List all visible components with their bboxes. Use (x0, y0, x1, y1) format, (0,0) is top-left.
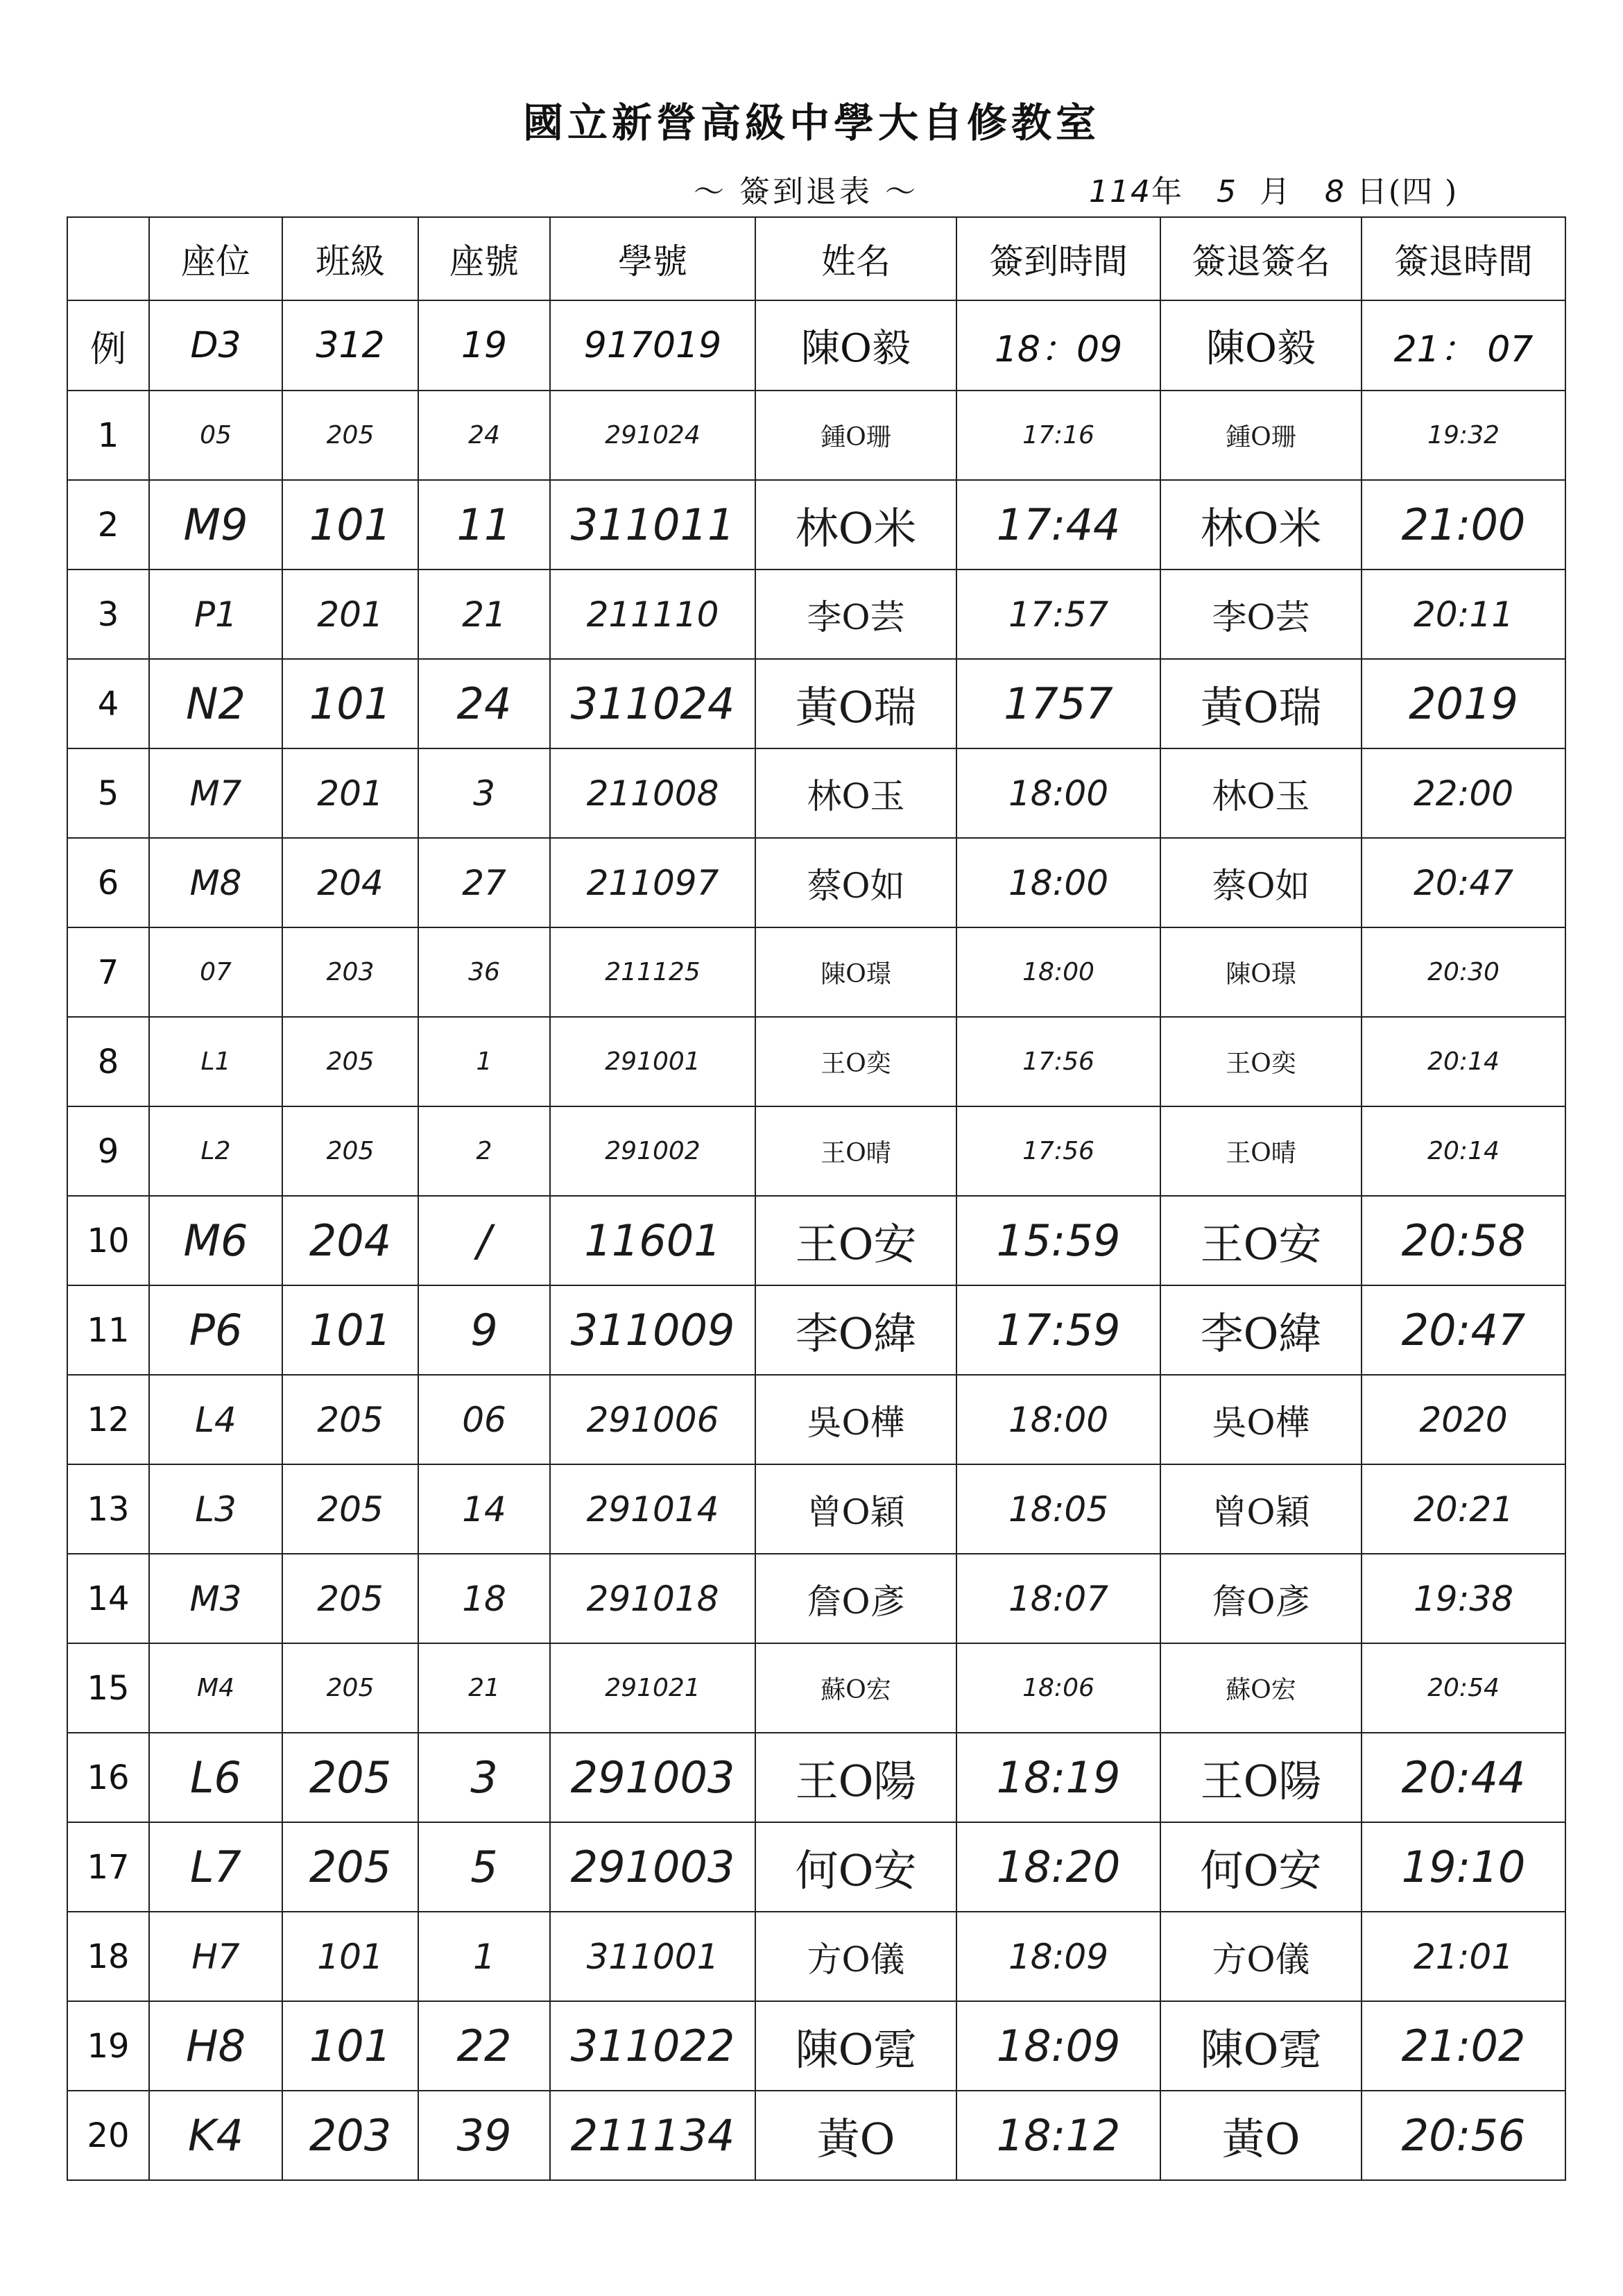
seat-no-cell: 39 (418, 2091, 550, 2180)
sign-out-time-cell: 21:01 (1362, 1912, 1565, 2001)
seat-cell: L1 (149, 1017, 282, 1106)
example-label: 例 (67, 300, 149, 391)
seat-cell: H7 (149, 1912, 282, 2001)
seat-cell: 05 (149, 391, 282, 480)
table-row (67, 1912, 1565, 2001)
seat-cell: M3 (149, 1554, 282, 1643)
row-number: 5 (67, 748, 149, 838)
sign-out-signature-cell: 蔡O如 (1160, 838, 1362, 927)
seat-no-cell: / (418, 1196, 550, 1285)
date-day-suffix: 日 (1356, 174, 1389, 209)
sign-out-signature-cell: 林O米 (1160, 480, 1362, 569)
header-cell-sign-out-signature: 簽退簽名 (1160, 217, 1362, 300)
seat-no-cell: 1 (418, 1912, 550, 2001)
seat-no-cell: 11 (418, 480, 550, 569)
sign-out-time-cell: 20:56 (1362, 2091, 1565, 2180)
class-cell: 205 (282, 1643, 418, 1733)
sign-out-signature-cell: 蘇O宏 (1160, 1643, 1362, 1733)
sign-in-time-cell: 18:09 (956, 1912, 1160, 2001)
student-id-cell: 311011 (550, 480, 755, 569)
table-row (67, 748, 1565, 838)
name-cell: 曾O穎 (755, 1464, 956, 1554)
name-cell: 詹O彥 (755, 1554, 956, 1643)
table-row (67, 1643, 1565, 1733)
class-cell: 101 (282, 659, 418, 748)
name-cell: 王O奕 (755, 1017, 956, 1106)
name-cell: 蘇O宏 (755, 1643, 956, 1733)
class-cell: 101 (282, 2001, 418, 2091)
sign-out-time-cell: 21:02 (1362, 2001, 1565, 2091)
class-cell: 101 (282, 1285, 418, 1375)
sign-out-time-cell: 20:11 (1362, 569, 1565, 659)
row-number: 16 (67, 1733, 149, 1822)
student-id-cell: 291003 (550, 1822, 755, 1912)
sign-in-time-cell: 15:59 (956, 1196, 1160, 1285)
sign-in-time-cell: 17:44 (956, 480, 1160, 569)
table-row (67, 1554, 1565, 1643)
row-number: 1 (67, 391, 149, 480)
sign-in-time-cell: 18:05 (956, 1464, 1160, 1554)
seat-cell: M6 (149, 1196, 282, 1285)
sign-out-time-cell: 20:47 (1362, 838, 1565, 927)
sign-out-signature-cell: 吳O樺 (1160, 1375, 1362, 1464)
example-class: 312 (282, 300, 418, 391)
table-row (67, 1196, 1565, 1285)
table-row (67, 838, 1565, 927)
seat-no-cell: 21 (418, 1643, 550, 1733)
student-id-cell: 291006 (550, 1375, 755, 1464)
student-id-cell: 291021 (550, 1643, 755, 1733)
seat-no-cell: 3 (418, 1733, 550, 1822)
row-number: 4 (67, 659, 149, 748)
sign-in-time-cell: 1757 (956, 659, 1160, 748)
seat-cell: L3 (149, 1464, 282, 1554)
sign-in-time-cell: 17:56 (956, 1106, 1160, 1196)
name-cell: 王O安 (755, 1196, 956, 1285)
class-cell: 205 (282, 1017, 418, 1106)
class-cell: 205 (282, 1106, 418, 1196)
row-number: 13 (67, 1464, 149, 1554)
date-weekday: (四 ) (1388, 174, 1459, 209)
sign-in-time-cell: 18:20 (956, 1822, 1160, 1912)
seat-no-cell: 36 (418, 927, 550, 1017)
class-cell: 205 (282, 391, 418, 480)
name-cell: 鍾O珊 (755, 391, 956, 480)
row-number: 18 (67, 1912, 149, 2001)
sign-in-time-cell: 18:00 (956, 927, 1160, 1017)
row-number: 20 (67, 2091, 149, 2180)
sign-in-time-cell: 17:16 (956, 391, 1160, 480)
sign-out-time-cell: 21:00 (1362, 480, 1565, 569)
seat-no-cell: 2 (418, 1106, 550, 1196)
row-number: 11 (67, 1285, 149, 1375)
sign-in-time-cell: 18:12 (956, 2091, 1160, 2180)
table-row (67, 391, 1565, 480)
sign-in-time-cell: 18:06 (956, 1643, 1160, 1733)
sign-in-time-cell: 18:19 (956, 1733, 1160, 1822)
header-cell-seat: 座位 (149, 217, 282, 300)
sign-out-signature-cell: 李O緯 (1160, 1285, 1362, 1375)
name-cell: 何O安 (755, 1822, 956, 1912)
class-cell: 203 (282, 2091, 418, 2180)
example-seat-no: 19 (418, 300, 550, 391)
row-number: 17 (67, 1822, 149, 1912)
table-row (67, 1822, 1565, 1912)
sign-out-signature-cell: 黃O瑞 (1160, 659, 1362, 748)
date-month: 5 (1216, 174, 1237, 209)
date-year-suffix: 年 (1151, 174, 1183, 209)
table-row (67, 1106, 1565, 1196)
seat-cell: M4 (149, 1643, 282, 1733)
seat-cell: 07 (149, 927, 282, 1017)
page-title: 國立新營高級中學大自修教室 (522, 99, 1100, 146)
sign-out-signature-cell: 王O陽 (1160, 1733, 1362, 1822)
name-cell: 林O玉 (755, 748, 956, 838)
table-header-row (67, 217, 1565, 300)
seat-cell: L6 (149, 1733, 282, 1822)
seat-no-cell: 24 (418, 659, 550, 748)
header-cell-seat-no: 座號 (418, 217, 550, 300)
sign-in-time-cell: 18:00 (956, 1375, 1160, 1464)
seat-no-cell: 27 (418, 838, 550, 927)
student-id-cell: 11601 (550, 1196, 755, 1285)
row-number: 8 (67, 1017, 149, 1106)
student-id-cell: 211125 (550, 927, 755, 1017)
sign-out-time-cell: 20:47 (1362, 1285, 1565, 1375)
date-month-suffix: 月 (1259, 174, 1291, 209)
student-id-cell: 291014 (550, 1464, 755, 1554)
seat-no-cell: 06 (418, 1375, 550, 1464)
row-number: 12 (67, 1375, 149, 1464)
header-cell-blank (67, 217, 149, 300)
seat-no-cell: 14 (418, 1464, 550, 1554)
name-cell: 李O緯 (755, 1285, 956, 1375)
seat-no-cell: 21 (418, 569, 550, 659)
header-cell-sign-out-time: 簽退時間 (1362, 217, 1565, 300)
example-sign-out-time: 21： 07 (1362, 300, 1565, 391)
sign-out-time-cell: 20:44 (1362, 1733, 1565, 1822)
student-id-cell: 211008 (550, 748, 755, 838)
name-cell: 方O儀 (755, 1912, 956, 2001)
sign-in-time-cell: 18:09 (956, 2001, 1160, 2091)
header-cell-name: 姓名 (755, 217, 956, 300)
table-row (67, 2091, 1565, 2180)
student-id-cell: 311009 (550, 1285, 755, 1375)
sign-out-signature-cell: 林O玉 (1160, 748, 1362, 838)
sign-out-time-cell: 2020 (1362, 1375, 1565, 1464)
student-id-cell: 311001 (550, 1912, 755, 2001)
sign-out-time-cell: 20:14 (1362, 1106, 1565, 1196)
student-id-cell: 291001 (550, 1017, 755, 1106)
name-cell: 黃O瑞 (755, 659, 956, 748)
sign-out-time-cell: 19:32 (1362, 391, 1565, 480)
student-id-cell: 291024 (550, 391, 755, 480)
sign-out-time-cell: 22:00 (1362, 748, 1565, 838)
sign-out-signature-cell: 黃O (1160, 2091, 1362, 2180)
class-cell: 201 (282, 748, 418, 838)
table-row (67, 1285, 1565, 1375)
table-row (67, 1733, 1565, 1822)
class-cell: 101 (282, 480, 418, 569)
header-cell-sign-in-time: 簽到時間 (956, 217, 1160, 300)
name-cell: 黃O (755, 2091, 956, 2180)
row-number: 2 (67, 480, 149, 569)
sign-out-signature-cell: 王O晴 (1160, 1106, 1362, 1196)
class-cell: 205 (282, 1733, 418, 1822)
sign-out-time-cell: 19:38 (1362, 1554, 1565, 1643)
sign-out-time-cell: 20:54 (1362, 1643, 1565, 1733)
sign-out-signature-cell: 何O安 (1160, 1822, 1362, 1912)
sign-in-time-cell: 17:57 (956, 569, 1160, 659)
example-sign-out-signature: 陳O毅 (1160, 300, 1362, 391)
sign-out-time-cell: 20:21 (1362, 1464, 1565, 1554)
student-id-cell: 211097 (550, 838, 755, 927)
seat-no-cell: 1 (418, 1017, 550, 1106)
table-row (67, 2001, 1565, 2091)
seat-cell: K4 (149, 2091, 282, 2180)
example-seat: D3 (149, 300, 282, 391)
date-year: 114 (1089, 174, 1151, 209)
class-cell: 205 (282, 1554, 418, 1643)
seat-cell: N2 (149, 659, 282, 748)
seat-cell: M9 (149, 480, 282, 569)
seat-no-cell: 24 (418, 391, 550, 480)
sign-out-signature-cell: 曾O穎 (1160, 1464, 1362, 1554)
header-cell-class: 班級 (282, 217, 418, 300)
class-cell: 101 (282, 1912, 418, 2001)
class-cell: 204 (282, 838, 418, 927)
name-cell: 吳O樺 (755, 1375, 956, 1464)
student-id-cell: 311022 (550, 2001, 755, 2091)
example-sign-in-time: 18：09 (956, 300, 1160, 391)
sign-out-signature-cell: 王O安 (1160, 1196, 1362, 1285)
example-row (67, 300, 1565, 391)
sign-in-time-cell: 18:00 (956, 748, 1160, 838)
row-number: 19 (67, 2001, 149, 2091)
sign-out-signature-cell: 陳O璟 (1160, 927, 1362, 1017)
row-number: 9 (67, 1106, 149, 1196)
header-cell-student-id: 學號 (550, 217, 755, 300)
student-id-cell: 211110 (550, 569, 755, 659)
name-cell: 王O陽 (755, 1733, 956, 1822)
sign-out-signature-cell: 鍾O珊 (1160, 391, 1362, 480)
table-row (67, 927, 1565, 1017)
sign-out-signature-cell: 陳O霓 (1160, 2001, 1362, 2091)
seat-no-cell: 3 (418, 748, 550, 838)
class-cell: 205 (282, 1822, 418, 1912)
student-id-cell: 291018 (550, 1554, 755, 1643)
sign-out-time-cell: 20:58 (1362, 1196, 1565, 1285)
sign-in-table (67, 216, 1566, 2181)
class-cell: 201 (282, 569, 418, 659)
seat-cell: M7 (149, 748, 282, 838)
table-row (67, 1017, 1565, 1106)
form-subtitle: ～ 簽到退表 ～ (694, 174, 918, 209)
seat-no-cell: 5 (418, 1822, 550, 1912)
sign-out-signature-cell: 王O奕 (1160, 1017, 1362, 1106)
example-name: 陳O毅 (755, 300, 956, 391)
sign-out-time-cell: 2019 (1362, 659, 1565, 748)
row-number: 10 (67, 1196, 149, 1285)
sign-out-signature-cell: 李O芸 (1160, 569, 1362, 659)
name-cell: 李O芸 (755, 569, 956, 659)
student-id-cell: 211134 (550, 2091, 755, 2180)
row-number: 7 (67, 927, 149, 1017)
name-cell: 林O米 (755, 480, 956, 569)
student-id-cell: 291002 (550, 1106, 755, 1196)
class-cell: 203 (282, 927, 418, 1017)
sign-out-signature-cell: 方O儀 (1160, 1912, 1362, 2001)
row-number: 15 (67, 1643, 149, 1733)
class-cell: 204 (282, 1196, 418, 1285)
seat-cell: P1 (149, 569, 282, 659)
seat-no-cell: 9 (418, 1285, 550, 1375)
seat-no-cell: 18 (418, 1554, 550, 1643)
table-row (67, 569, 1565, 659)
example-student-id: 917019 (550, 300, 755, 391)
name-cell: 王O晴 (755, 1106, 956, 1196)
form-date (1089, 166, 1458, 211)
name-cell: 陳O璟 (755, 927, 956, 1017)
sign-in-time-cell: 18:00 (956, 838, 1160, 927)
table-row (67, 480, 1565, 569)
class-cell: 205 (282, 1375, 418, 1464)
class-cell: 205 (282, 1464, 418, 1554)
name-cell: 陳O霓 (755, 2001, 956, 2091)
seat-cell: L7 (149, 1822, 282, 1912)
sign-in-time-cell: 17:59 (956, 1285, 1160, 1375)
row-number: 14 (67, 1554, 149, 1643)
table-row (67, 1464, 1565, 1554)
sign-in-time-cell: 18:07 (956, 1554, 1160, 1643)
seat-cell: L4 (149, 1375, 282, 1464)
sign-out-time-cell: 20:30 (1362, 927, 1565, 1017)
seat-cell: L2 (149, 1106, 282, 1196)
sign-out-time-cell: 19:10 (1362, 1822, 1565, 1912)
sign-out-time-cell: 20:14 (1362, 1017, 1565, 1106)
student-id-cell: 311024 (550, 659, 755, 748)
row-number: 6 (67, 838, 149, 927)
date-day: 8 (1324, 174, 1346, 209)
name-cell: 蔡O如 (755, 838, 956, 927)
table-row (67, 659, 1565, 748)
seat-cell: M8 (149, 838, 282, 927)
seat-cell: P6 (149, 1285, 282, 1375)
student-id-cell: 291003 (550, 1733, 755, 1822)
seat-no-cell: 22 (418, 2001, 550, 2091)
table-row (67, 1375, 1565, 1464)
row-number: 3 (67, 569, 149, 659)
seat-cell: H8 (149, 2001, 282, 2091)
sign-in-time-cell: 17:56 (956, 1017, 1160, 1106)
sign-out-signature-cell: 詹O彥 (1160, 1554, 1362, 1643)
